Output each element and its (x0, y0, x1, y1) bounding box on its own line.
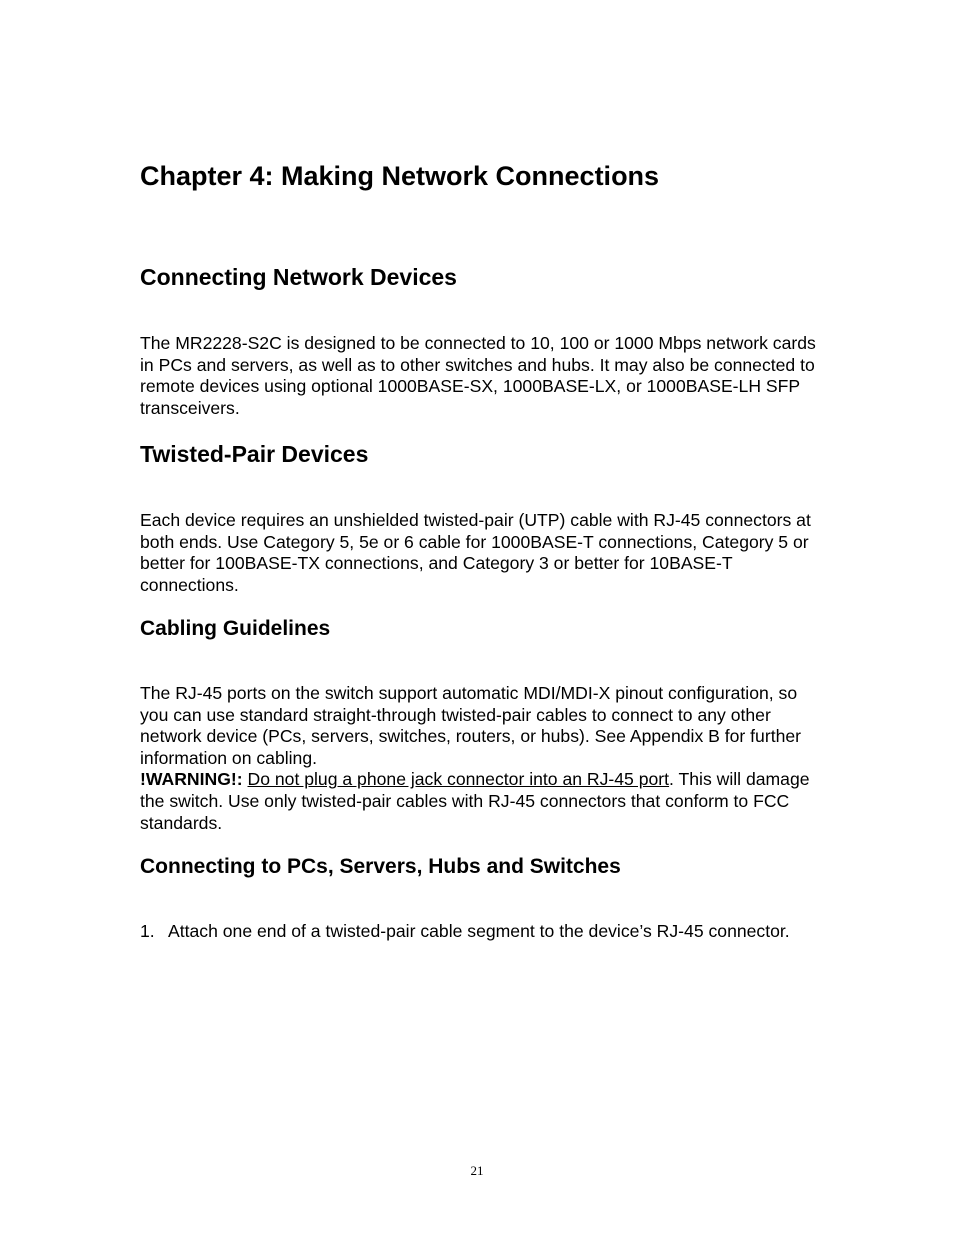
paragraph-cabling-guidelines (140, 683, 830, 834)
subsection-heading-connecting-to-pcs: Connecting to PCs, Servers, Hubs and Switches (140, 855, 621, 878)
section-heading-twisted-pair-devices: Twisted-Pair Devices (140, 441, 369, 467)
page-number: 21 (470, 1163, 484, 1178)
chapter-title: Chapter 4: Making Network Connections (140, 161, 660, 191)
cabling-body-text: The RJ-45 ports on the switch support automatic MDI/MDI-X pinout configuration, so you can use standard straight-through twisted-pair cables to connect to any other network device (PCs, servers, switches, routers, or hubs). See Appendix B for further information on cabling. (140, 683, 802, 768)
step-number: 1. (140, 921, 155, 941)
subsection-heading-cabling-guidelines: Cabling Guidelines (140, 617, 331, 640)
warning-underlined-text: Do not plug a phone jack connector into an RJ-45 port (247, 769, 670, 790)
section-heading-connecting-network-devices: Connecting Network Devices (140, 264, 457, 290)
step-text: Attach one end of a twisted-pair cable segment to the device’s RJ-45 connector. (168, 921, 790, 941)
warning-label: !WARNING!: (140, 769, 243, 790)
list-item-step-1 (140, 921, 830, 943)
paragraph-twisted-pair-devices: Each device requires an unshielded twisted-pair (UTP) cable with RJ-45 connectors at both ends. Use Category 5, 5e or 6 cable for 1000BASE-T connections, Category 5 or better for 100BASE-TX connections, and Category 3 or better for 10BASE-T connections. (140, 510, 811, 595)
warning-rest-text: . This will damage the switch. Use only twisted-pair cables with RJ-45 connectors that conform to FCC standards. (140, 769, 810, 833)
paragraph-connecting-network-devices: The MR2228-S2C is designed to be connected to 10, 100 or 1000 Mbps network cards in PCs and servers, as well as to other switches and hubs. It may also be connected to remote devices using optional 1000BASE-SX, 1000BASE-LX, or 1000BASE-LH SFP transceivers. (140, 333, 816, 418)
